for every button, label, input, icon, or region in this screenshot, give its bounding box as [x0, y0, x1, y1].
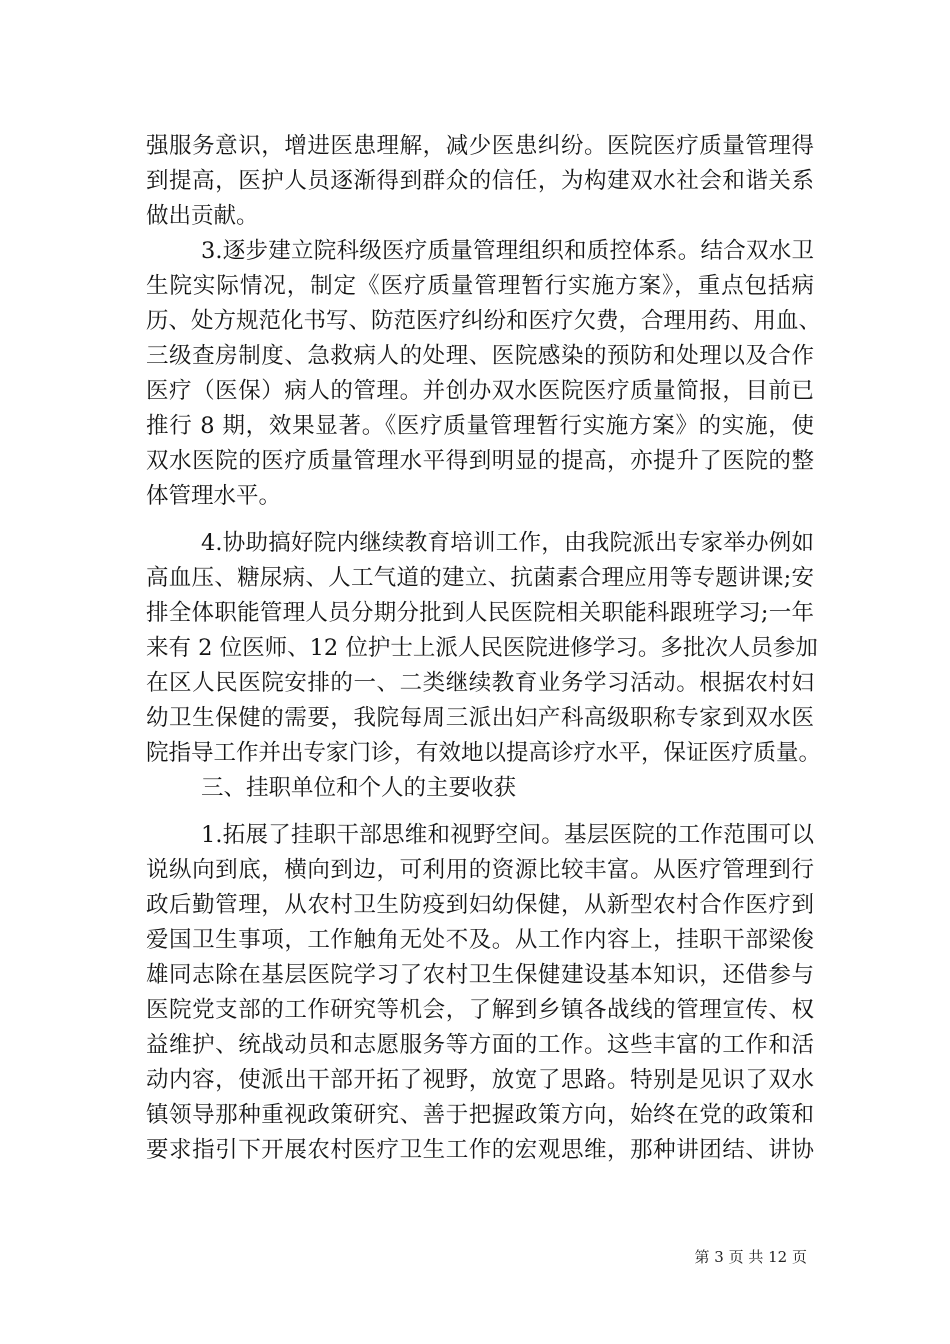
text-line: 医院党支部的工作研究等机会，了解到乡镇各战线的管理宣传、权: [146, 997, 814, 1023]
text-line: 高血压、糖尿病、人工气道的建立、抗菌素合理应用等专题讲课;安: [146, 565, 814, 591]
text-line: 幼卫生保健的需要，我院每周三派出妇产科高级职称专家到双水医: [146, 705, 814, 731]
text-line: 来有 2 位医师、12 位护士上派人民医院进修学习。多批次人员参加: [146, 635, 818, 661]
text-line: 要求指引下开展农村医疗卫生工作的宏观思维，那种讲团结、讲协: [146, 1137, 814, 1163]
text-line: 在区人民医院安排的一、二类继续教育业务学习活动。根据农村妇: [146, 670, 814, 696]
text-line: 双水医院的医疗质量管理水平得到明显的提高，亦提升了医院的整: [146, 448, 814, 474]
text-line: 推行 8 期，效果显著。《医疗质量管理暂行实施方案》的实施，使: [146, 413, 814, 439]
text-line: 镇领导那种重视政策研究、善于把握政策方向，始终在党的政策和: [146, 1102, 814, 1128]
text-line: 三级查房制度、急救病人的处理、医院感染的预防和处理以及合作: [146, 343, 814, 369]
text-line: 3.逐步建立院科级医疗质量管理组织和质控体系。结合双水卫: [201, 238, 814, 264]
text-line: 益维护、统战动员和志愿服务等方面的工作。这些丰富的工作和活: [146, 1032, 814, 1058]
text-line: 1.拓展了挂职干部思维和视野空间。基层医院的工作范围可以: [201, 822, 814, 848]
text-line: 生院实际情况，制定《医疗质量管理暂行实施方案》，重点包括病: [146, 273, 814, 299]
text-line: 做出贡献。: [146, 203, 259, 229]
text-line: 体管理水平。: [146, 483, 282, 509]
text-line: 说纵向到底，横向到边，可利用的资源比较丰富。从医疗管理到行: [146, 857, 814, 883]
text-line: 排全体职能管理人员分期分批到人民医院相关职能科跟班学习;一年: [146, 600, 814, 626]
text-line: 到提高，医护人员逐渐得到群众的信任，为构建双水社会和谐关系: [146, 168, 814, 194]
text-line: 雄同志除在基层医院学习了农村卫生保健建设基本知识，还借参与: [146, 962, 814, 988]
text-line: 院指导工作并出专家门诊，有效地以提高诊疗水平，保证医疗质量。: [146, 740, 822, 766]
text-line: 历、处方规范化书写、防范医疗纠纷和医疗欠费，合理用药、用血、: [146, 308, 822, 334]
text-line: 爱国卫生事项，工作触角无处不及。从工作内容上，挂职干部梁俊: [146, 927, 814, 953]
text-line: 4.协助搞好院内继续教育培训工作，由我院派出专家举办例如: [201, 530, 814, 556]
text-line: 强服务意识，增进医患理解，减少医患纠纷。医院医疗质量管理得: [146, 133, 814, 159]
section-heading: 三、挂职单位和个人的主要收获: [201, 775, 517, 801]
text-line: 医疗（医保）病人的管理。并创办双水医院医疗质量简报，目前已: [146, 378, 814, 404]
text-line: 动内容，使派出干部开拓了视野，放宽了思路。特别是见识了双水: [146, 1067, 814, 1093]
page-number: 第 3 页 共 12 页: [694, 1248, 807, 1266]
text-line: 政后勤管理，从农村卫生防疫到妇幼保健，从新型农村合作医疗到: [146, 892, 814, 918]
